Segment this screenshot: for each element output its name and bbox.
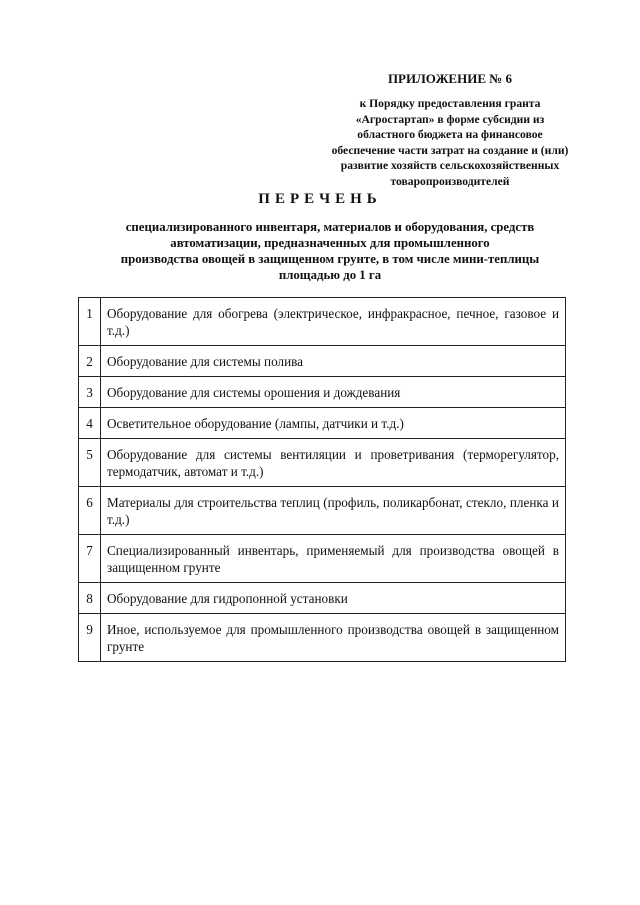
table-row xyxy=(79,439,566,487)
table-row xyxy=(79,377,566,408)
list-subtitle: специализированного инвентаря, материалов и оборудования, средств автоматизации, предназначенных для промышленного производства овощей в защищенном грунте, в том числе мини-теплицы площадью до 1 га xyxy=(120,220,540,282)
row-text: Иное, используемое для промышленного производства овощей в защищенном грунте xyxy=(101,614,566,662)
row-number: 8 xyxy=(79,583,101,614)
row-number: 5 xyxy=(79,439,101,487)
row-number: 3 xyxy=(79,377,101,408)
appendix-block xyxy=(300,70,600,190)
table-row xyxy=(79,583,566,614)
table-row xyxy=(79,408,566,439)
appendix-reference: к Порядку предоставления гранта «Агростартап» в форме субсидии из областного бюджета на финансовое обеспечение части затрат на создание и (или) развитие хозяйств сельскохозяйственных товаропроизводителей xyxy=(331,97,569,188)
items-table xyxy=(78,297,566,662)
list-heading: ПЕРЕЧЕНЬ xyxy=(258,191,382,207)
table-row xyxy=(79,487,566,535)
row-number: 6 xyxy=(79,487,101,535)
table-row xyxy=(79,535,566,583)
row-number: 1 xyxy=(79,298,101,346)
row-text: Оборудование для обогрева (электрическое, инфракрасное, печное, газовое и т.д.) xyxy=(101,298,566,346)
row-number: 2 xyxy=(79,346,101,377)
row-text: Оборудование для гидропонной установки xyxy=(101,583,566,614)
row-text: Оборудование для системы орошения и дождевания xyxy=(101,377,566,408)
table-row xyxy=(79,346,566,377)
row-number: 9 xyxy=(79,614,101,662)
appendix-title: ПРИЛОЖЕНИЕ № 6 xyxy=(387,71,513,86)
row-text: Материалы для строительства теплиц (профиль, поликарбонат, стекло, пленка и т.д.) xyxy=(101,487,566,535)
row-text: Специализированный инвентарь, применяемый для производства овощей в защищенном грунте xyxy=(101,535,566,583)
table-row xyxy=(79,614,566,662)
row-text: Оборудование для системы вентиляции и проветривания (терморегулятор, термодатчик, автомат и т.д.) xyxy=(101,439,566,487)
row-number: 7 xyxy=(79,535,101,583)
table-row xyxy=(79,298,566,346)
row-text: Оборудование для системы полива xyxy=(101,346,566,377)
row-text: Осветительное оборудование (лампы, датчики и т.д.) xyxy=(101,408,566,439)
row-number: 4 xyxy=(79,408,101,439)
